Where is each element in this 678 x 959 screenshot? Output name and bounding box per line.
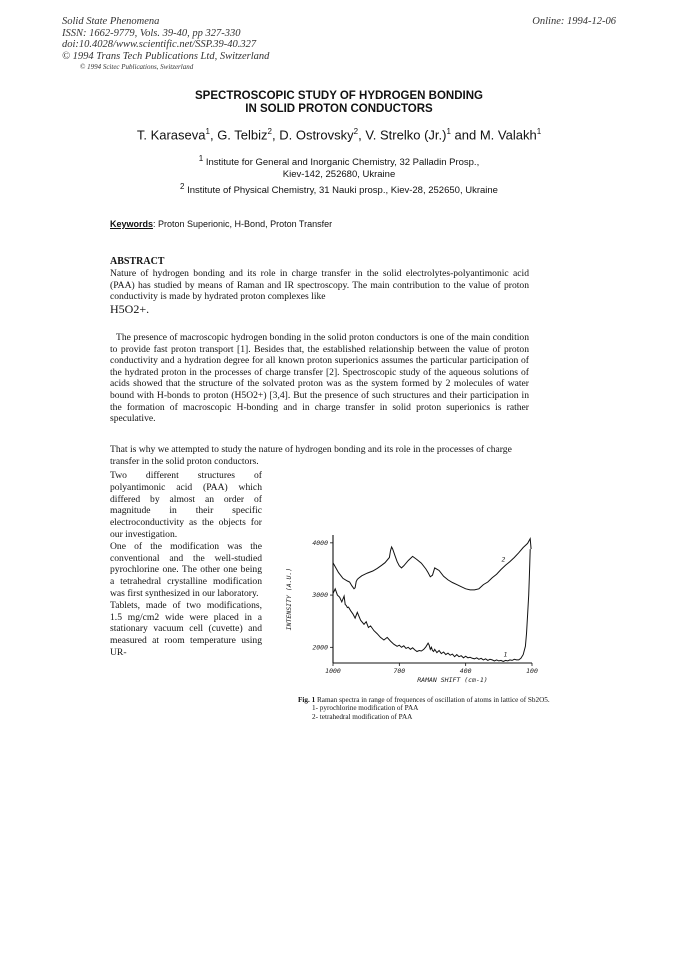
intro-text-a: The presence of macroscopic hydrogen bonding in the solid proton conductors is one of the main condition to provide fast proton transport [1]. Besides that, the established relationship between the value of proton conductivity and a hydration degree for all known proton superionics assumes the particular participation of the hydrated proton in the processes of charge transfer [2]. Spectroscopic study of the aqueous solutions of acids showed that the structure of the solvated proton was as the system formed by 2 molecules of water bound with H-bonds to proton xyxy=(110,332,529,401)
author-1: T. Karaseva xyxy=(136,127,206,143)
raman-spectra-chart xyxy=(274,525,544,690)
y-tick-label-3000: 3000 xyxy=(312,591,328,600)
y-tick-label-2000: 2000 xyxy=(312,643,328,652)
method-text-b: One of the modification was the conventional and the well-studied pyrochlorine one. The other one being a tetrahedral crystalline modification was first synthesized in our laboratory. xyxy=(110,540,262,599)
figure-label: Fig. 1 xyxy=(298,696,316,704)
author-4-affil: 1 xyxy=(446,127,451,136)
author-5-affil: 1 xyxy=(536,127,542,136)
method-text-c: Tablets, made of two modifications, 1.5 mg/cm2 wide were placed in a stationary vacuum cell (cuvette) and measured at room temperature using UR- xyxy=(110,599,262,658)
x-axis-title: RAMAN SHIFT (cm-1) xyxy=(417,676,488,684)
abstract-body: Nature of hydrogen bonding and its role in charge transfer in the solid electrolytes-polyantimonic acid (PAA) has studied by means of Raman and IR spectroscopy. The main contribution to the value of proton conductivity is made by hydrated proton complexes like xyxy=(110,268,529,303)
author-sep-3: , xyxy=(358,127,366,143)
series-1-line xyxy=(333,549,530,661)
y-tick-label-4000: 4000 xyxy=(312,538,328,547)
author-3-affil: 2 xyxy=(353,127,359,136)
chart-axes xyxy=(333,535,532,663)
affiliation-1-number: 1 xyxy=(198,154,204,163)
author-2: G. Telbiz xyxy=(217,127,268,143)
x-tick-label-1000: 1000 xyxy=(325,667,341,675)
series-2-label: 2 xyxy=(501,555,506,564)
abstract-text xyxy=(110,268,529,315)
y-axis-title: INTENSITY (A.U.) xyxy=(285,567,293,631)
figure-caption xyxy=(298,696,550,721)
affiliation-1-line-2: Kiev-142, 252680, Ukraine xyxy=(282,169,396,181)
online-date: Online: 1994-12-06 xyxy=(532,16,616,27)
affiliation-2-text: Institute of Physical Chemistry, 31 Nauki prosp., Kiev-28, 252650, Ukraine xyxy=(187,185,498,197)
method-column xyxy=(110,470,262,659)
chart-series xyxy=(333,539,531,662)
intro-text-b: [3,4]. But the presence of such structures and their participation in the formation of macroscopic H-bonding and in charge transfer in solid proton superionics is rather speculative. xyxy=(110,389,529,425)
figure-caption-item-2: 2- tetrahedral modification of PAA xyxy=(312,712,413,721)
author-sep-2: , xyxy=(271,127,280,143)
affiliation-1-line-1: Institute for General and Inorganic Chemistry, 32 Palladin Prosp., xyxy=(205,157,480,169)
affiliation-1 xyxy=(0,153,678,181)
raman-figure xyxy=(274,525,544,695)
journal-name: Solid State Phenomena xyxy=(62,16,160,27)
figure-caption-item-1: 1- pyrochlorine modification of PAA xyxy=(312,704,419,713)
copyright-line: © 1994 Trans Tech Publications Ltd, Switzerland xyxy=(62,50,270,62)
author-list xyxy=(0,127,678,142)
figure-caption-text: Raman spectra in range of frequences of oscillation of atoms in lattice of Sb2O5. xyxy=(316,696,550,704)
abstract-heading: ABSTRACT xyxy=(110,256,165,267)
title-line-1: SPECTROSCOPIC STUDY OF HYDROGEN BONDING xyxy=(195,90,483,102)
keywords-text: : Proton Superionic, H-Bond, Proton Transfer xyxy=(153,219,333,229)
author-1-affil: 1 xyxy=(205,127,210,136)
paper-title xyxy=(0,90,678,116)
scitec-line: © 1994 Scitec Publications, Switzerland xyxy=(80,63,194,71)
keywords-label: Keywords xyxy=(110,219,154,229)
title-line-2: IN SOLID PROTON CONDUCTORS xyxy=(245,103,433,115)
series-1-label: 1 xyxy=(503,650,508,659)
method-text-a: Two different structures of polyantimonic acid (PAA) which differed by almost an order of magnitude in their specific electroconductivity as the objects for our investigation. xyxy=(110,470,262,540)
affiliation-2 xyxy=(0,181,678,197)
author-4: V. Strelko (Jr.) xyxy=(365,127,447,143)
keywords xyxy=(110,219,332,229)
author-5: M. Valakh xyxy=(479,127,537,143)
series-2-line xyxy=(333,539,531,590)
motivation-paragraph: That is why we attempted to study the nature of hydrogen bonding and its role in the processes of charge transfer in the solid proton conductors. xyxy=(110,444,512,467)
intro-paragraph xyxy=(110,332,529,425)
x-tick-label-700: 700 xyxy=(393,667,406,675)
author-sep-1: , xyxy=(209,127,218,143)
affiliation-2-number: 2 xyxy=(180,182,185,191)
author-and: and xyxy=(450,127,480,143)
intro-formula: (H5O2+) xyxy=(231,389,267,401)
doi-line: doi:10.4028/www.scientific.net/SSP.39-40.327 xyxy=(62,39,257,50)
x-tick-label-100: 100 xyxy=(526,667,538,675)
author-3: D. Ostrovsky xyxy=(279,127,354,143)
x-tick-label-400: 400 xyxy=(459,667,472,675)
journal-metadata xyxy=(62,16,269,72)
author-2-affil: 2 xyxy=(267,127,272,136)
issn-line: ISSN: 1662-9779, Vols. 39-40, pp 327-330 xyxy=(62,27,241,39)
abstract-formula: H5O2+. xyxy=(110,301,150,316)
